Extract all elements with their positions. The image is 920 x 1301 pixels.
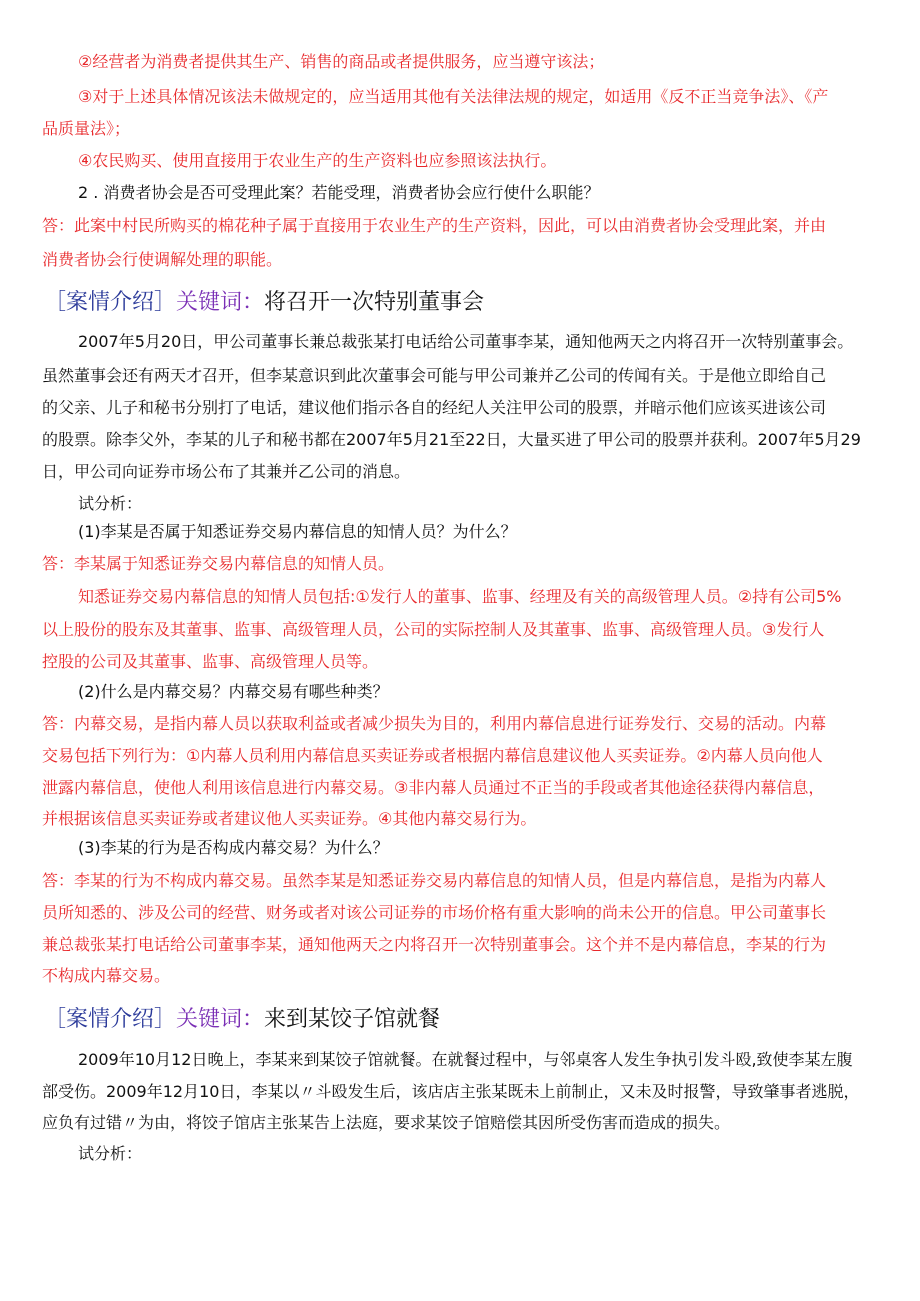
- case-tag: ［案情介绍］: [44, 290, 177, 315]
- text-line: 的父亲、儿子和秘书分别打了电话，建议他们指示各自的经纪人关注甲公司的股票，并暗示他们应该买进该公司: [42, 398, 827, 417]
- answer-line: 不构成内幕交易。: [42, 966, 171, 985]
- text-line: 部受伤。2009年12月10日，李某以〃斗殴发生后，该店店主张某既未上前制止，又未及时报警，导致肇事者逃脱，: [42, 1082, 860, 1101]
- question-line: 2 . 消费者协会是否可受理此案？若能受理，消费者协会应行使什么职能？: [78, 183, 600, 202]
- answer-line: 交易包括下列行为：①内幕人员利用内幕信息买卖证券或者根据内幕信息建议他人买卖证券。②内幕人员向他人: [42, 746, 823, 765]
- text-line: 虽然董事会还有两天才召开，但李某意识到此次董事会可能与甲公司兼并乙公司的传闻有关。于是他立即给自己: [42, 366, 827, 385]
- answer-line: 消费者协会行使调解处理的职能。: [42, 250, 283, 269]
- answer-line: 答：李某的行为不构成内幕交易。虽然李某是知悉证券交易内幕信息的知情人员，但是内幕信息，是指为内幕人: [42, 871, 827, 890]
- text-line: ③对于上述具体情况该法未做规定的，应当适用其他有关法律法规的规定，如适用《反不正当竞争法》、《产: [78, 87, 829, 106]
- case-heading: [44, 1006, 440, 1034]
- keyword-label: 关键词：: [176, 290, 265, 315]
- answer-line: 以上股份的股东及其董事、监事、高级管理人员，公司的实际控制人及其董事、监事、高级管理人员。③发行人: [42, 620, 825, 639]
- text-line: 的股票。除李父外，李某的儿子和秘书都在2007年5月21至22日，大量买进了甲公司的股票并获利。2007年5月29: [42, 430, 861, 449]
- answer-line: 知悉证券交易内幕信息的知情人员包括:①发行人的董事、监事、经理及有关的高级管理人员。②持有公司5%: [78, 587, 842, 606]
- question-line: (1)李某是否属于知悉证券交易内幕信息的知情人员？为什么？: [78, 522, 517, 541]
- answer-line: 答：此案中村民所购买的棉花种子属于直接用于农业生产的生产资料，因此，可以由消费者协会受理此案，并由: [42, 216, 827, 235]
- answer-line: 泄露内幕信息，使他人利用该信息进行内幕交易。③非内幕人员通过不正当的手段或者其他途径获得内幕信息，: [42, 778, 825, 797]
- text-line: 2007年5月20日，甲公司董事长兼总裁张某打电话给公司董事李某，通知他两天之内将召开一次特别董事会。: [78, 332, 854, 351]
- text-line: 应负有过错〃为由，将饺子馆店主张某告上法庭，要求某饺子馆赔偿其因所受伤害而造成的损失。: [42, 1113, 731, 1132]
- case-title: 来到某饺子馆就餐: [264, 1007, 441, 1032]
- question-line: (3)李某的行为是否构成内幕交易？为什么？: [78, 838, 389, 857]
- text-line: 试分析：: [78, 494, 143, 513]
- text-line: ②经营者为消费者提供其生产、销售的商品或者提供服务，应当遵守该法；: [78, 52, 605, 71]
- answer-line: 并根据该信息买卖证券或者建议他人买卖证券。④其他内幕交易行为。: [42, 809, 537, 828]
- text-line: 日，甲公司向证券市场公布了其兼并乙公司的消息。: [42, 462, 411, 481]
- keyword-label: 关键词：: [176, 1007, 265, 1032]
- text-line: 品质量法》；: [42, 119, 131, 138]
- case-tag: ［案情介绍］: [44, 1007, 177, 1032]
- answer-line: 答：李某属于知悉证券交易内幕信息的知情人员。: [42, 554, 395, 573]
- text-line: 试分析：: [78, 1144, 143, 1163]
- case-heading: [44, 289, 484, 317]
- case-title: 将召开一次特别董事会: [264, 290, 485, 315]
- text-line: ④农民购买、使用直接用于农业生产的生产资料也应参照该法执行。: [78, 151, 557, 170]
- answer-line: 控股的公司及其董事、监事、高级管理人员等。: [42, 652, 379, 671]
- text-line: 2009年10月12日晚上，李某来到某饺子馆就餐。在就餐过程中，与邻桌客人发生争执引发斗殴,致使李某左腹: [78, 1050, 853, 1069]
- answer-line: 兼总裁张某打电话给公司董事李某，通知他两天之内将召开一次特别董事会。这个并不是内幕信息，李某的行为: [42, 935, 827, 954]
- question-line: (2)什么是内幕交易？内幕交易有哪些种类？: [78, 682, 389, 701]
- answer-line: 答：内幕交易，是指内幕人员以获取利益或者减少损失为目的，利用内幕信息进行证券发行、交易的活动。内幕: [42, 714, 827, 733]
- answer-line: 员所知悉的、涉及公司的经营、财务或者对该公司证券的市场价格有重大影响的尚未公开的信息。甲公司董事长: [42, 903, 827, 922]
